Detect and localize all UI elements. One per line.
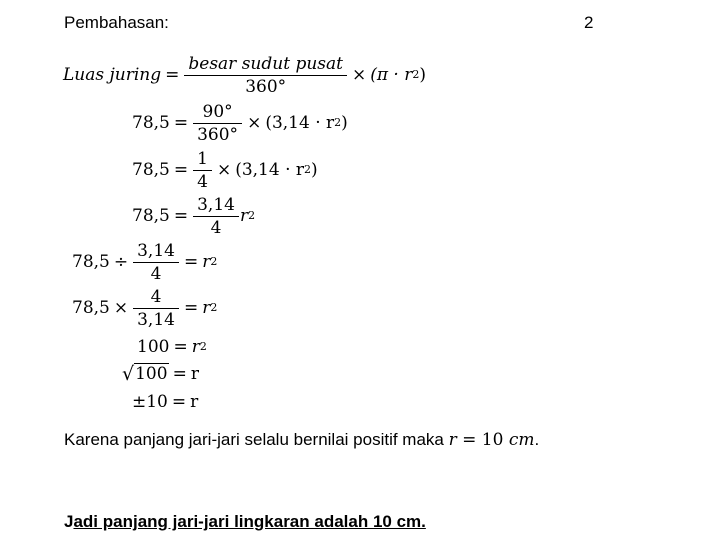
fraction [135, 287, 177, 330]
equation-lhs: 78,5 [72, 252, 110, 272]
final-answer-text: adi panjang jari-jari lingkaran adalah 10 cm. [73, 512, 426, 531]
equation-lhs: 100 [137, 337, 170, 357]
equals-sign: = [171, 392, 187, 412]
section-heading: Pembahasan: [64, 13, 169, 32]
final-answer-first-letter: J [64, 512, 74, 531]
radical-sign: √ [122, 363, 135, 385]
fraction-numerator: 4 [150, 286, 162, 307]
radicand: 100 [135, 364, 168, 384]
page-number: 2 [584, 13, 594, 32]
times-sign: × [216, 160, 232, 180]
equation-lhs: Luas juring [63, 65, 162, 85]
equation-lhs: 78,5 [132, 113, 170, 133]
final-answer [64, 512, 426, 532]
fraction-denominator: 4 [193, 216, 239, 238]
equation-line-3: 78,5 = $\frac{1}{4}$ × (3,14 · r 2 ) [132, 148, 318, 192]
equation-lhs: 78,5 [132, 160, 170, 180]
fraction [135, 241, 177, 284]
equation-rhs: r [202, 298, 211, 318]
equation-rhs: r [190, 392, 199, 412]
close-paren: ) [311, 160, 318, 180]
fraction-numerator: 3,14 [137, 240, 175, 261]
equals-sign: = [172, 364, 187, 384]
equals-sign: = [173, 206, 189, 226]
equation-tail: r [239, 206, 249, 226]
equation-lhs: ±10 [132, 392, 168, 412]
equation-line-6: 78,5 × $\frac{4}{3,14}$ = r 2 [72, 286, 218, 330]
fraction-denominator: 4 [193, 170, 212, 192]
equals-sign: = [183, 252, 199, 272]
equals-sign: = [173, 337, 188, 357]
equation-lhs: 78,5 [72, 298, 110, 318]
times-sign: × [351, 65, 367, 85]
fraction-denominator: 360° [184, 75, 347, 97]
equals-sign: = [173, 113, 189, 133]
conclusion-period: . [534, 430, 540, 449]
fraction-denominator: 4 [133, 262, 179, 284]
fraction [195, 102, 240, 145]
equation-tail: (π · r [370, 65, 413, 85]
conclusion-unit: cm [508, 430, 535, 450]
fraction-numerator: besar sudut pusat [188, 53, 343, 74]
fraction [195, 195, 237, 238]
times-sign: × [113, 298, 129, 318]
fraction-numerator: 90° [202, 101, 233, 122]
conclusion-sentence [64, 430, 539, 450]
fraction-denominator: 3,14 [133, 308, 179, 330]
conclusion-value: = 10 [456, 430, 509, 450]
close-paren: ) [341, 113, 348, 133]
equals-sign: = [183, 298, 199, 318]
equals-sign: = [165, 65, 180, 85]
equation-tail: (3,14 · r [235, 160, 305, 180]
fraction-denominator: 360° [193, 123, 242, 145]
equation-line-1: Luas juring = $\frac{\text{besar sudut pusat}}{360^\circ}$ × (π · r 2 ) [63, 53, 427, 97]
close-paren: ) [419, 65, 427, 85]
times-sign: × [247, 113, 262, 133]
conclusion-variable: r [448, 430, 457, 450]
equation-lhs: 78,5 [132, 206, 170, 226]
fraction-numerator: 3,14 [197, 194, 235, 215]
equation-line-9 [132, 389, 198, 415]
divide-sign: ÷ [113, 252, 129, 272]
equation-line-7: 100 = r 2 [137, 337, 207, 357]
conclusion-text: Karena panjang jari-jari selalu bernilai positif maka [64, 430, 449, 449]
equation-line-8 [122, 361, 199, 387]
equation-rhs: r [202, 252, 211, 272]
equation-line-5: 78,5 ÷ $\frac{3,14}{4}$ = r 2 [72, 240, 218, 284]
fraction [186, 54, 345, 97]
fraction [195, 149, 210, 192]
equals-sign: = [173, 160, 189, 180]
equation-line-2: 78,5 = $\frac{90^\circ}{360^\circ}$ × (3,14 · r 2 ) [132, 101, 348, 145]
equation-rhs: r [191, 337, 200, 357]
equation-rhs: r [190, 364, 199, 384]
fraction-numerator: 1 [197, 148, 208, 169]
equation-line-4: 78,5 = $\frac{3,14}{4}$ r 2 [132, 194, 256, 238]
equation-tail: (3,14 · r [265, 113, 335, 133]
square-root [122, 363, 169, 385]
